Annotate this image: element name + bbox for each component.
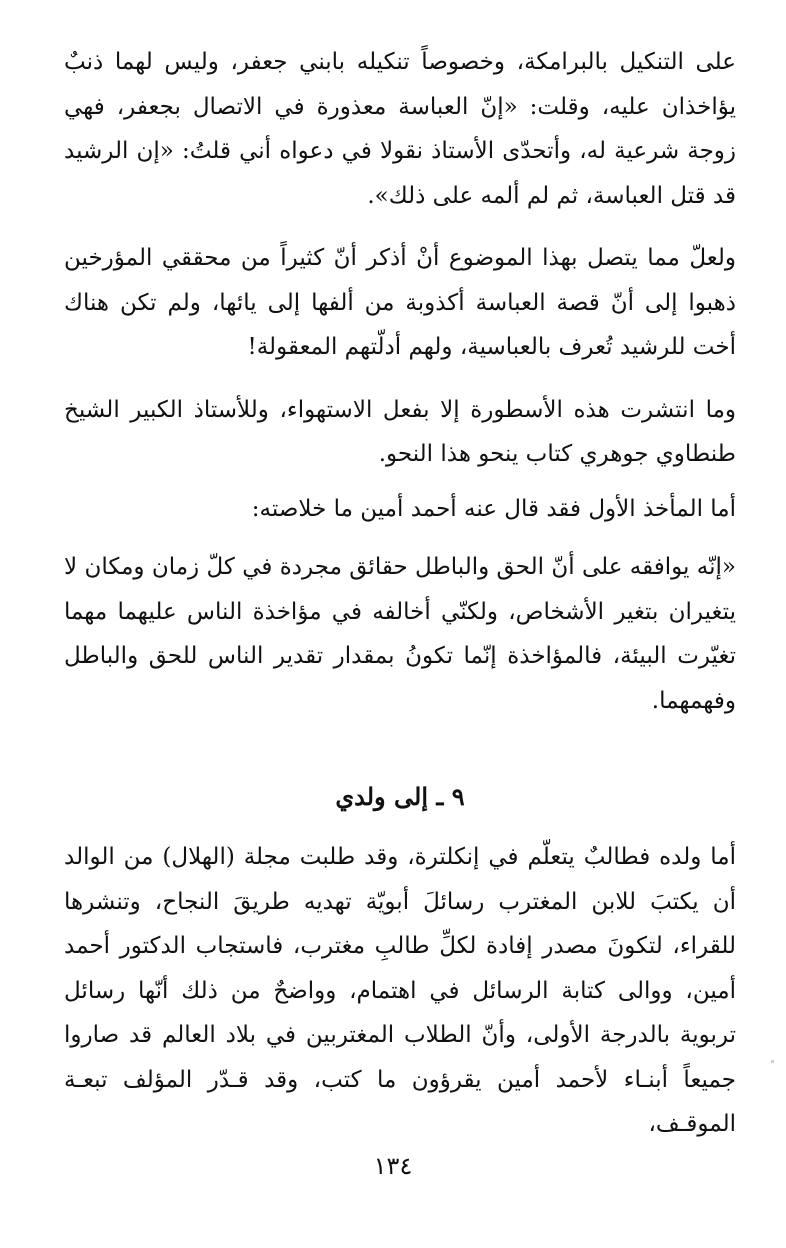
page-number: ١٣٤ xyxy=(373,1152,413,1180)
page-body xyxy=(64,40,736,1147)
quote-paragraph: «إنّه يوافقه على أنّ الحق والباطل حقائق مجردة في كلّ زمان ومكان لا يتغيران بتغير الأشخاص، ولكنّي أخالفه في مؤاخذة الناس عليهما مهما تغيّرت البيئة، فالمؤاخذة إنّما تكونُ بمقدار تقدير الناس للحق والباطل وفهمهما. xyxy=(64,554,736,714)
paragraph-3: وما انتشرت هذه الأسطورة إلا بفعل الاستهواء، وللأستاذ الكبير الشيخ طنطاوي جوهري كتاب ينحو هذا النحو. xyxy=(64,396,736,467)
paragraph-1: على التنكيل بالبرامكة، وخصوصاً تنكيله بابني جعفر، وليس لهما ذنبٌ يؤاخذان عليه، وقلت: «إنّ العباسة معذورة في الاتصال بجعفر، فهي زوجة شرعية له، وأتحدّى الأستاذ نقولا في دعواه أني قلتُ: «إن الرشيد قد قتل العباسة، ثم لم ألمه على ذلك». xyxy=(64,49,736,209)
margin-speck xyxy=(771,1060,774,1063)
paragraph-after-heading: أما ولده فطالبٌ يتعلّم في إنكلترة، وقد طلبت مجلة (الهلال) من الوالد أن يكتبَ للابن المغترب رسائلَ أبويّة تهديه طريقَ النجاح، وتنشرها للقراء، لتكونَ مصدر إفادة لكلِّ طالبِ مغترب، فاستجاب الدكتور أحمد أمين، ووالى كتابة الرسائل في اهتمام، وواضحٌ من ذلك أنّها رسائل تربوية بالدرجة الأولى، وأنّ الطلاب المغتربين في بلاد العالم قد صاروا جميعاً أبنـاء لأحمد أمين يقرؤون ما كتب، وقد قـدّر المؤلف تبعـة الموقـف، xyxy=(64,844,736,1137)
paragraph-2: ولعلّ مما يتصل بهذا الموضوع أنْ أذكر أنّ كثيراً من محققي المؤرخين ذهبوا إلى أنّ قصة العباسة أكذوبة من ألفها إلى يائها، ولم تكن هناك أخت للرشيد تُعرف بالعباسية، ولهم أدلّتهم المعقولة! xyxy=(64,245,736,360)
paragraph-4: أما المأخذ الأول فقد قال عنه أحمد أمين ما خلاصته: xyxy=(251,495,736,522)
section-heading: ٩ ـ إلى ولدي xyxy=(335,782,465,811)
